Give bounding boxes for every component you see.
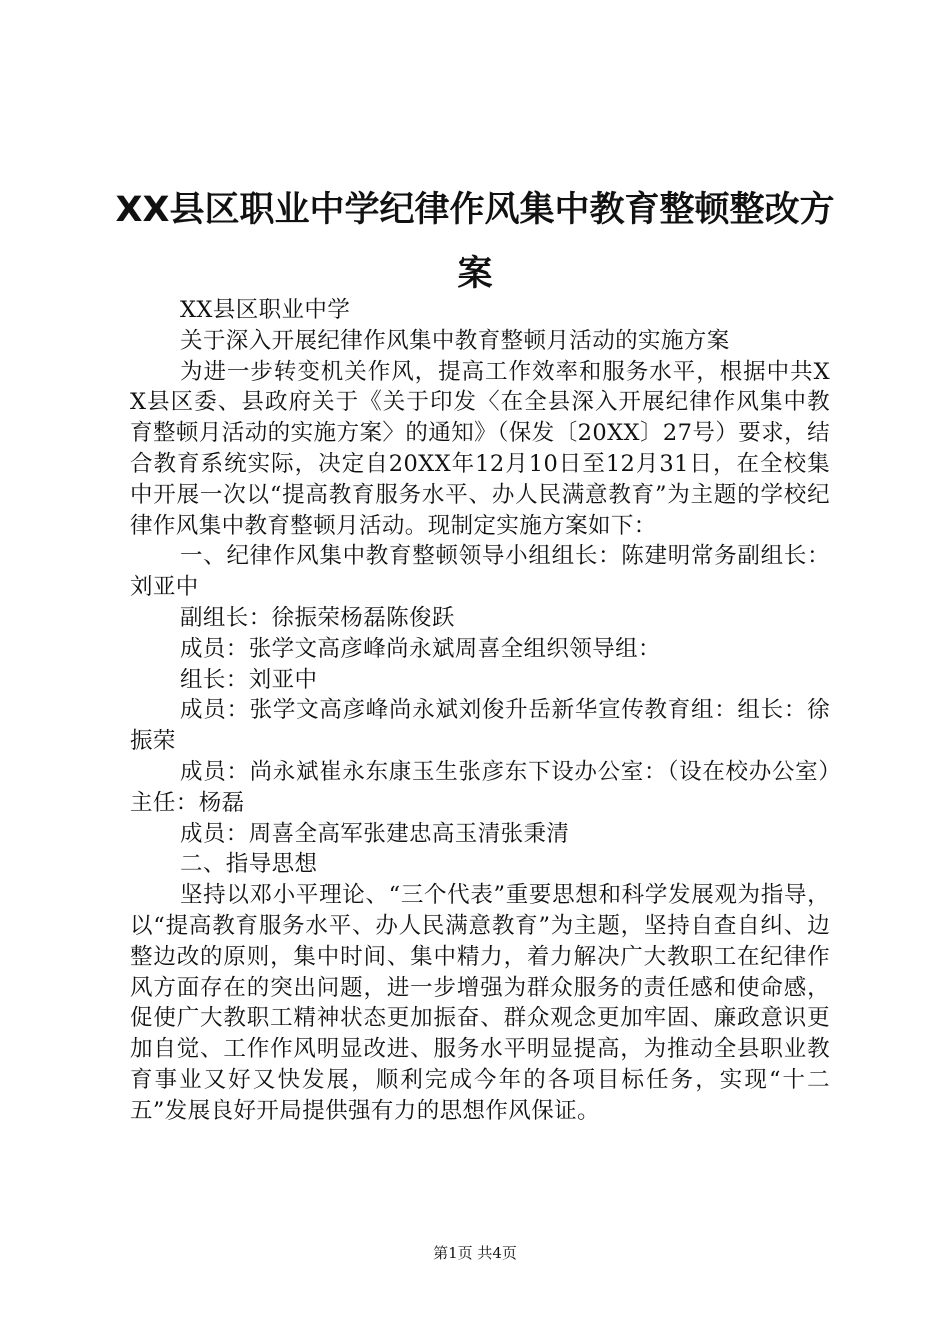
paragraph-members-1: 成员：张学文高彦峰尚永斌周喜全组织领导组： [180,635,661,662]
document-body [130,295,830,1127]
paragraph-guiding-ideology-heading: 二、指导思想 [180,851,318,878]
paragraph-introduction: 为进一步转变机关作风，提高工作效率和服务水平，根据中共XX县区委、县政府关于《关于印发〈在全县深入开展纪律作风集中教育整顿月活动的实施方案〉的通知》（保发〔20XX〕27号）要求，结合教育系统实际，决定自20XX年12月10日至12月31日，在全校集中开展一次以“提高教育服务水平、办人民满意教育”为主题的学校纪律作风集中教育整顿月活动。现制定实施方案如下： [130,358,830,539]
page-number: 第1页 共4页 [433,1244,517,1262]
paragraph-members-2: 成员：张学文高彦峰尚永斌刘俊升岳新华宣传教育组：组长：徐振荣 [130,697,830,755]
paragraph-members-3: 成员：尚永斌崔永东康玉生张彦东下设办公室：（设在校办公室）主任：杨磊 [130,758,830,816]
paragraph-school-name: XX县区职业中学 [180,297,351,323]
paragraph-plan-subtitle: 关于深入开展纪律作风集中教育整顿月活动的实施方案 [180,327,730,354]
paragraph-members-4: 成员：周喜全高军张建忠高玉清张秉清 [180,820,570,847]
paragraph-deputy-leaders: 副组长：徐振荣杨磊陈俊跃 [180,604,455,631]
paragraph-guiding-ideology: 坚持以邓小平理论、“三个代表”重要思想和科学发展观为指导，以“提高教育服务水平、办人民满意教育”为主题，坚持自查自纠、边整边改的原则，集中时间、集中精力，着力解决广大教职工在纪律作风方面存在的突出问题，进一步增强为群众服务的责任感和使命感，促使广大教职工精神状态更加振奋、群众观念更加牢固、廉政意识更加自觉、工作作风明显改进、服务水平明显提高，为推动全县职业教育事业又好又快发展，顺利完成今年的各项目标任务，实现“十二五”发展良好开局提供强有力的思想作风保证。 [130,882,830,1124]
paragraph-leadership-group: 一、纪律作风集中教育整顿领导小组组长：陈建明常务副组长：刘亚中 [130,543,830,601]
paragraph-organizing-leader: 组长：刘亚中 [180,666,318,693]
document-title: XX县区职业中学纪律作风集中教育整顿整改方案 [115,190,835,294]
